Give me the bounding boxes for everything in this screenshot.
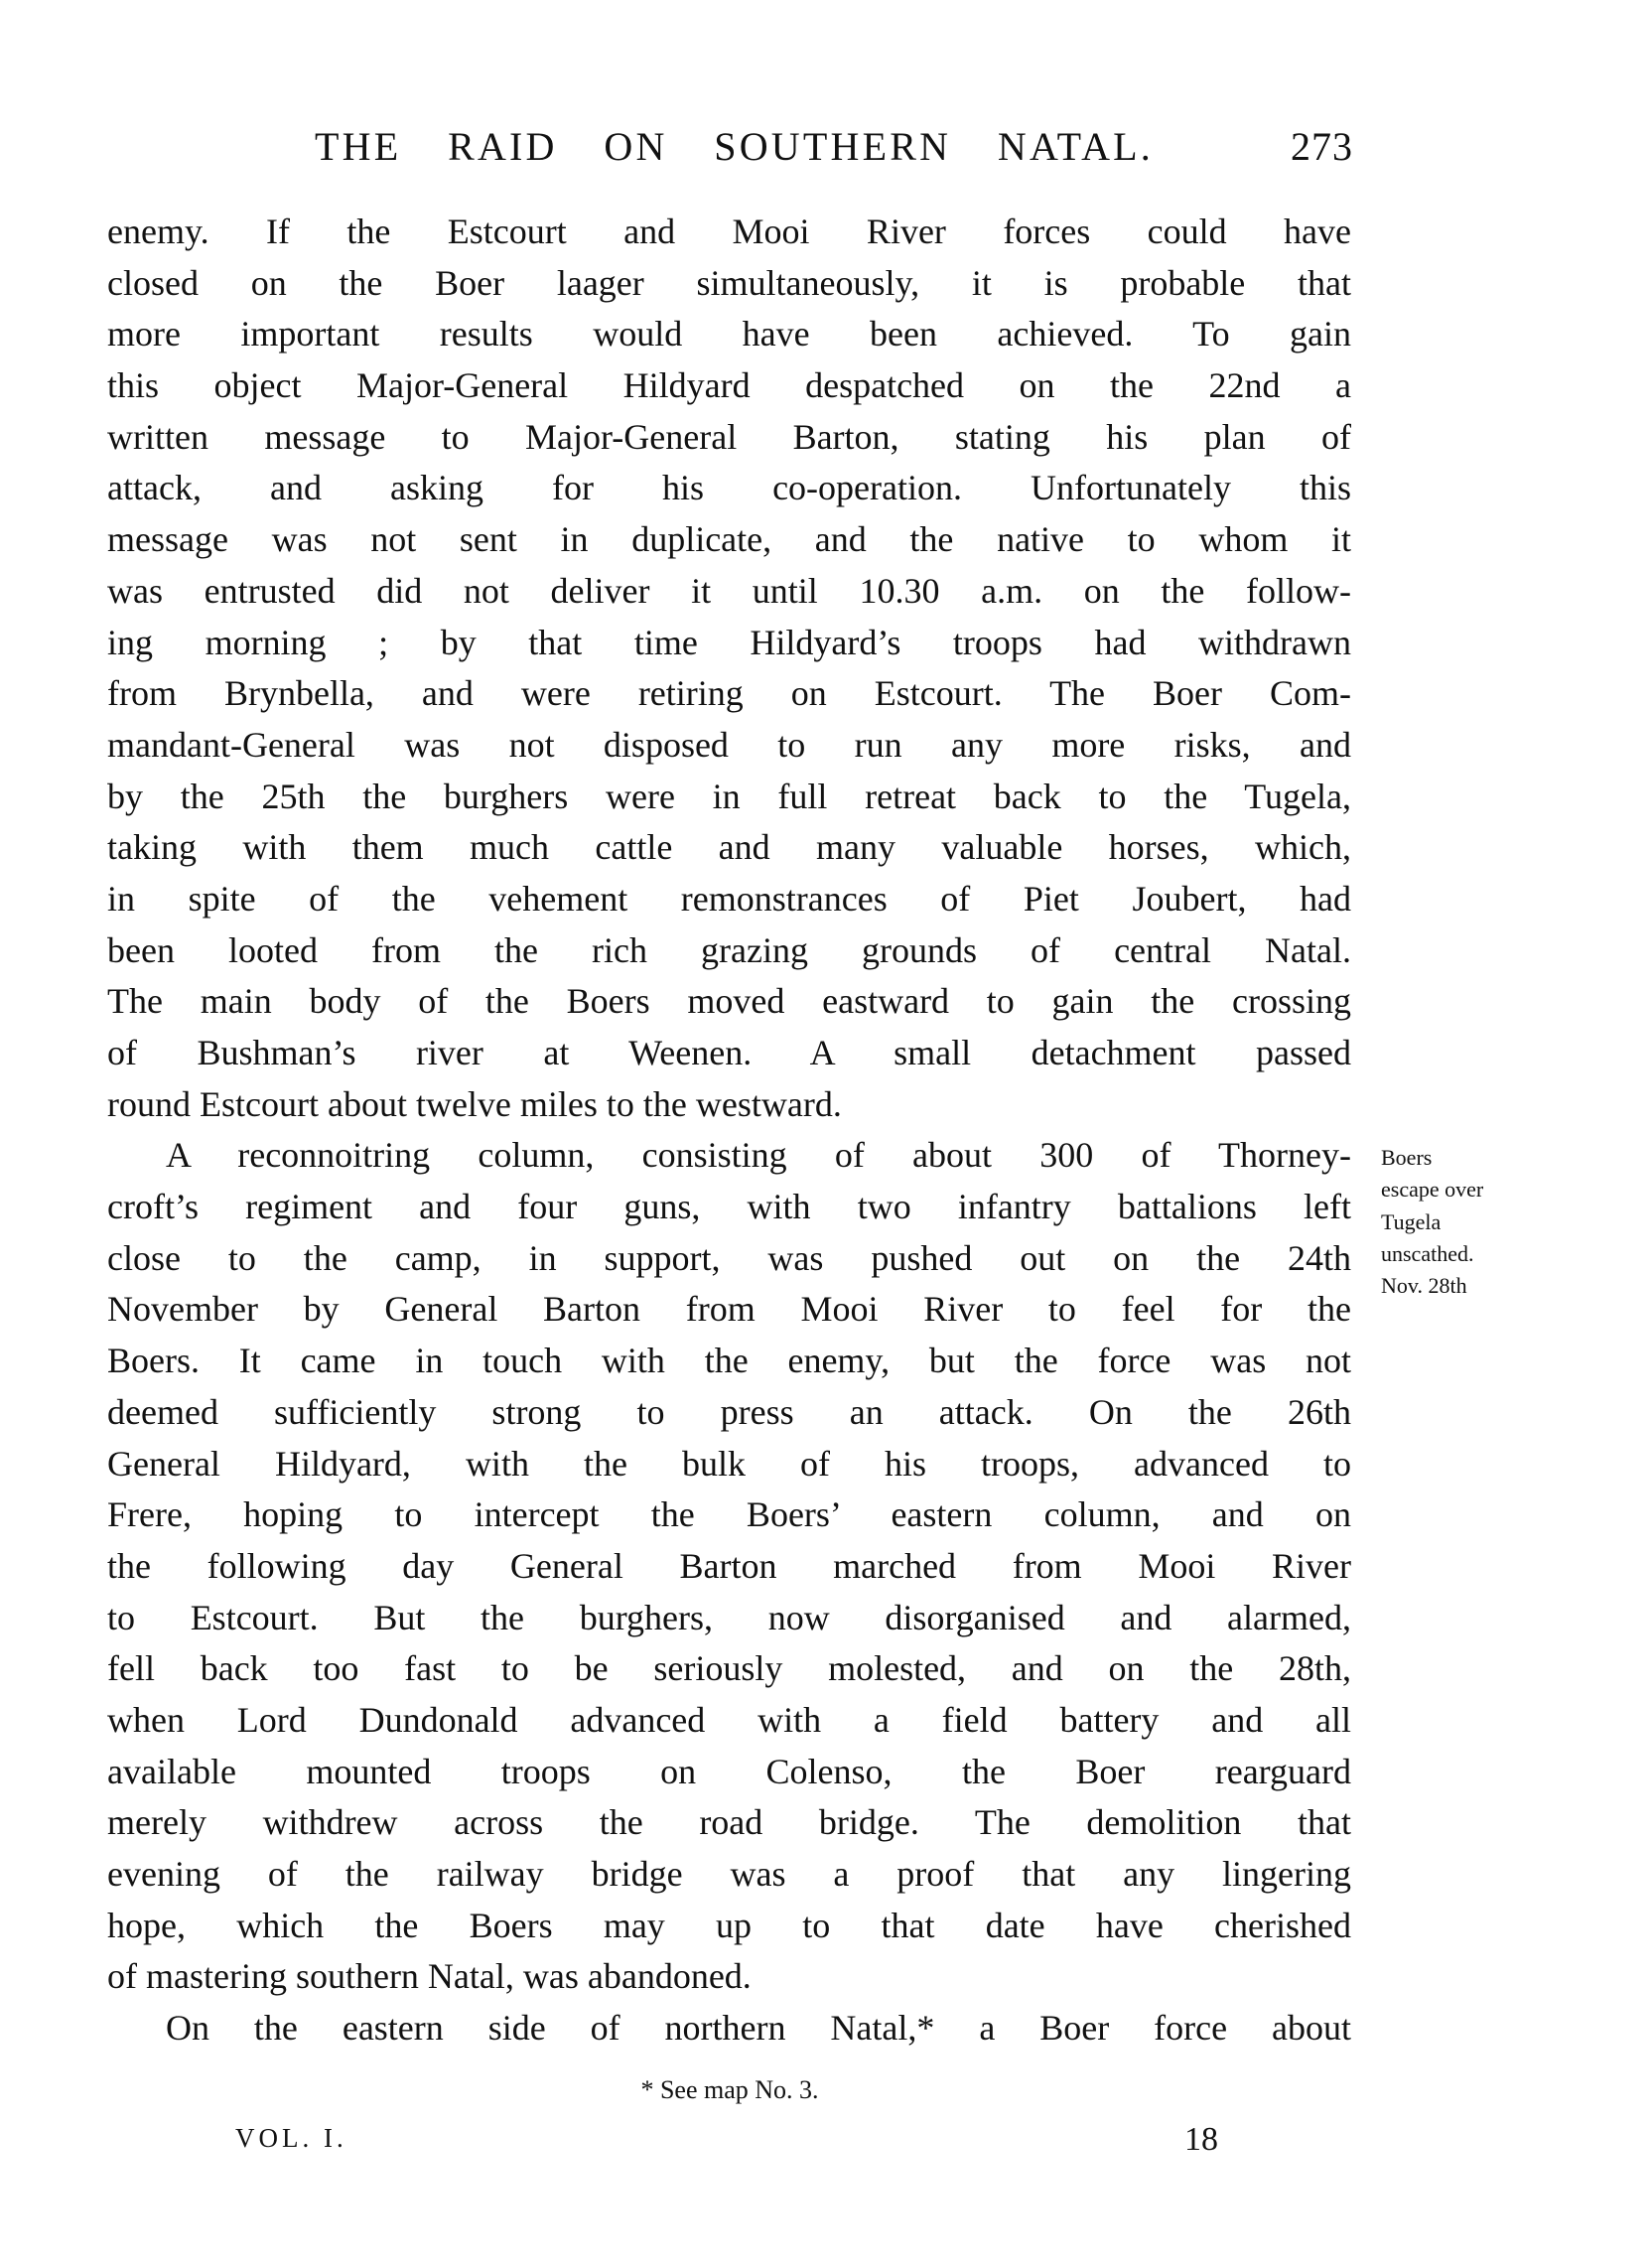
text-line: attack, and asking for his co-operation. Unfortunately this [107, 468, 1351, 508]
margin-note-line: Boers [1381, 1145, 1433, 1170]
text-line: The main body of the Boers moved eastward to gain the crossing [107, 981, 1351, 1022]
text-line: from Brynbella, and were retiring on Estcourt. The Boer Com- [107, 673, 1351, 714]
text-line: November by General Barton from Mooi River to feel for the [107, 1289, 1351, 1330]
text-line: A reconnoitring column, consisting of about 300 of Thorney- [166, 1135, 1351, 1176]
text-line: evening of the railway bridge was a proof that any lingering [107, 1854, 1351, 1894]
text-line: message was not sent in duplicate, and the native to whom it [107, 519, 1351, 560]
text-line: General Hildyard, with the bulk of his troops, advanced to [107, 1443, 1351, 1484]
footnote: * See map No. 3. [640, 2075, 819, 2104]
text-line: ing morning ; by that time Hildyard’s troops had withdrawn [107, 622, 1351, 662]
margin-note-line: Nov. 28th [1381, 1273, 1467, 1299]
paragraph-3 [107, 2003, 1351, 2055]
text-line: in spite of the vehement remonstrances of Piet Joubert, had [107, 878, 1351, 919]
margin-note-line: Tugela [1381, 1208, 1442, 1234]
text-line: the following day General Barton marched from Mooi River [107, 1545, 1351, 1586]
text-line: available mounted troops on Colenso, the Boer rearguard [107, 1751, 1351, 1791]
text-line: round Estcourt about twelve miles to the westward. [107, 1083, 842, 1124]
text-line: croft’s regiment and four guns, with two infantry battalions left [107, 1187, 1351, 1227]
text-line: closed on the Boer laager simultaneously, it is probable that [107, 262, 1351, 303]
text-line: to Estcourt. But the burghers, now disorganised and alarmed, [107, 1597, 1351, 1637]
text-line: close to the camp, in support, was pushed out on the 24th [107, 1237, 1351, 1278]
text-line: On the eastern side of northern Natal,* a Boer force about [166, 2008, 1351, 2049]
text-line: by the 25th the burghers were in full retreat back to the Tugela, [107, 776, 1351, 816]
text-line: more important results would have been achieved. To gain [107, 314, 1351, 354]
text-line: enemy. If the Estcourt and Mooi River forces could have [107, 212, 1351, 251]
paragraph-1 [107, 207, 1351, 1130]
text-line: deemed sufficiently strong to press an attack. On the 26th [107, 1391, 1351, 1432]
text-line: been looted from the rich grazing grounds of central Natal. [107, 929, 1351, 970]
sheet-signature-number: 18 [1184, 2121, 1218, 2158]
text-line: taking with them much cattle and many valuable horses, which, [107, 827, 1351, 868]
text-line: was entrusted did not deliver it until 10.30 a.m. on the follow- [107, 570, 1351, 611]
margin-note-line: unscathed. [1381, 1240, 1474, 1266]
text-line: when Lord Dundonald advanced with a field battery and all [107, 1699, 1351, 1740]
page-number: 273 [1291, 124, 1353, 169]
text-line: fell back too fast to be seriously molested, and on the 28th, [107, 1648, 1351, 1689]
text-line: mandant-General was not disposed to run any more risks, and [107, 724, 1351, 765]
text-line: of Bushman’s river at Weenen. A small detachment passed [107, 1033, 1351, 1072]
paragraph-2 [107, 1130, 1351, 2003]
text-line: hope, which the Boers may up to that date have cherished [107, 1905, 1351, 1945]
text-line: Frere, hoping to intercept the Boers’ eastern column, and on [107, 1494, 1351, 1535]
body-text [107, 207, 1351, 2055]
volume-signature: VOL. I. [235, 2123, 347, 2153]
text-line: merely withdrew across the road bridge. The demolition that [107, 1802, 1351, 1843]
margin-note-line: escape over [1381, 1177, 1484, 1203]
margin-note [1381, 1142, 1580, 1302]
text-line: this object Major-General Hildyard despatched on the 22nd a [107, 365, 1351, 406]
text-line: Boers. It came in touch with the enemy, but the force was not [107, 1341, 1351, 1381]
running-head-title: THE RAID ON SOUTHERN NATAL. [315, 124, 1154, 169]
text-line: written message to Major-General Barton, stating his plan of [107, 416, 1351, 457]
text-line: of mastering southern Natal, was abandoned. [107, 1956, 752, 1997]
